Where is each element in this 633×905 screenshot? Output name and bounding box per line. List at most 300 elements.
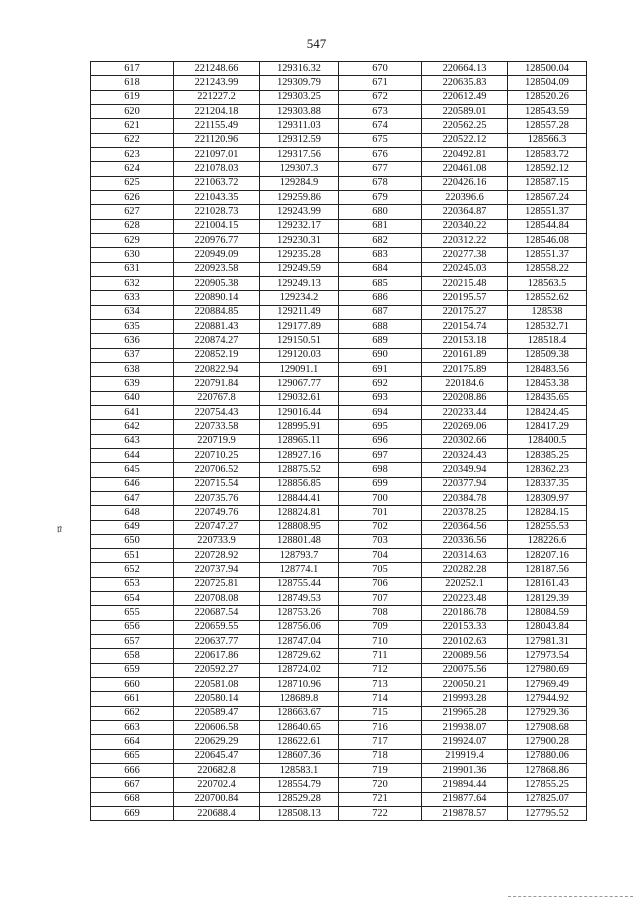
point-number-left: 649 — [91, 520, 174, 534]
point-number-left: 637 — [91, 348, 174, 362]
point-number-left: 654 — [91, 592, 174, 606]
y-coordinate-right: 128417.29 — [508, 420, 587, 434]
x-coordinate-left: 221097.01 — [174, 147, 260, 161]
x-coordinate-right: 220050.21 — [422, 678, 508, 692]
y-coordinate-right: 128504.09 — [508, 76, 587, 90]
y-coordinate-left: 129232.17 — [260, 219, 339, 233]
point-number-left: 619 — [91, 90, 174, 104]
x-coordinate-right: 220154.74 — [422, 319, 508, 333]
y-coordinate-left: 128689.8 — [260, 692, 339, 706]
x-coordinate-left: 220580.14 — [174, 692, 260, 706]
point-number-left: 623 — [91, 147, 174, 161]
point-number-left: 663 — [91, 721, 174, 735]
y-coordinate-right: 128161.43 — [508, 577, 587, 591]
point-number-right: 673 — [339, 104, 422, 118]
x-coordinate-right: 219894.44 — [422, 778, 508, 792]
point-number-right: 671 — [339, 76, 422, 90]
table-row — [91, 649, 587, 663]
table-row — [91, 448, 587, 462]
table-row — [91, 147, 587, 161]
table-row — [91, 663, 587, 677]
table-row — [91, 248, 587, 262]
x-coordinate-left: 220592.27 — [174, 663, 260, 677]
x-coordinate-right: 220223.48 — [422, 592, 508, 606]
y-coordinate-right: 127929.36 — [508, 706, 587, 720]
point-number-right: 710 — [339, 635, 422, 649]
coordinates-table-body — [91, 62, 587, 821]
x-coordinate-right: 220378.25 — [422, 506, 508, 520]
y-coordinate-right: 128558.22 — [508, 262, 587, 276]
y-coordinate-left: 128753.26 — [260, 606, 339, 620]
point-number-right: 715 — [339, 706, 422, 720]
x-coordinate-left: 220682.8 — [174, 764, 260, 778]
x-coordinate-left: 220581.08 — [174, 678, 260, 692]
point-number-left: 621 — [91, 119, 174, 133]
x-coordinate-left: 220629.29 — [174, 735, 260, 749]
y-coordinate-right: 128551.37 — [508, 248, 587, 262]
x-coordinate-left: 220749.76 — [174, 506, 260, 520]
point-number-left: 624 — [91, 162, 174, 176]
point-number-right: 674 — [339, 119, 422, 133]
x-coordinate-right: 220336.56 — [422, 534, 508, 548]
table-row — [91, 592, 587, 606]
point-number-right: 702 — [339, 520, 422, 534]
y-coordinate-right: 128362.23 — [508, 463, 587, 477]
x-coordinate-right: 219919.4 — [422, 749, 508, 763]
x-coordinate-right: 219901.36 — [422, 764, 508, 778]
x-coordinate-right: 220175.27 — [422, 305, 508, 319]
y-coordinate-left: 128663.67 — [260, 706, 339, 720]
point-number-left: 652 — [91, 563, 174, 577]
x-coordinate-left: 220884.85 — [174, 305, 260, 319]
y-coordinate-right: 128566.3 — [508, 133, 587, 147]
x-coordinate-left: 220733.58 — [174, 420, 260, 434]
y-coordinate-right: 128255.53 — [508, 520, 587, 534]
x-coordinate-right: 220461.08 — [422, 162, 508, 176]
point-number-left: 633 — [91, 291, 174, 305]
y-coordinate-left: 128808.95 — [260, 520, 339, 534]
point-number-right: 698 — [339, 463, 422, 477]
y-coordinate-left: 129230.31 — [260, 233, 339, 247]
x-coordinate-left: 220881.43 — [174, 319, 260, 333]
x-coordinate-right: 220324.43 — [422, 448, 508, 462]
point-number-left: 668 — [91, 792, 174, 806]
point-number-right: 718 — [339, 749, 422, 763]
y-coordinate-left: 128755.44 — [260, 577, 339, 591]
point-number-right: 707 — [339, 592, 422, 606]
y-coordinate-right: 128557.28 — [508, 119, 587, 133]
y-coordinate-left: 128824.81 — [260, 506, 339, 520]
x-coordinate-right: 220153.18 — [422, 334, 508, 348]
table-row — [91, 635, 587, 649]
y-coordinate-left: 129259.86 — [260, 190, 339, 204]
y-coordinate-left: 128965.11 — [260, 434, 339, 448]
table-row — [91, 706, 587, 720]
y-coordinate-right: 128284.15 — [508, 506, 587, 520]
point-number-right: 703 — [339, 534, 422, 548]
x-coordinate-left: 220715.54 — [174, 477, 260, 491]
y-coordinate-left: 129307.3 — [260, 162, 339, 176]
x-coordinate-left: 221243.99 — [174, 76, 260, 90]
point-number-right: 675 — [339, 133, 422, 147]
y-coordinate-left: 128710.96 — [260, 678, 339, 692]
y-coordinate-left: 129316.32 — [260, 62, 339, 76]
table-row — [91, 792, 587, 806]
x-coordinate-right: 220269.06 — [422, 420, 508, 434]
x-coordinate-left: 220976.77 — [174, 233, 260, 247]
x-coordinate-right: 220635.83 — [422, 76, 508, 90]
table-row — [91, 104, 587, 118]
y-coordinate-left: 129032.61 — [260, 391, 339, 405]
point-number-right: 684 — [339, 262, 422, 276]
y-coordinate-right: 128567.24 — [508, 190, 587, 204]
y-coordinate-left: 129317.56 — [260, 147, 339, 161]
table-row — [91, 678, 587, 692]
y-coordinate-right: 127981.31 — [508, 635, 587, 649]
point-number-left: 630 — [91, 248, 174, 262]
point-number-left: 643 — [91, 434, 174, 448]
table-row — [91, 133, 587, 147]
y-coordinate-left: 129091.1 — [260, 362, 339, 376]
y-coordinate-right: 128520.26 — [508, 90, 587, 104]
y-coordinate-right: 128084.59 — [508, 606, 587, 620]
y-coordinate-right: 127969.49 — [508, 678, 587, 692]
y-coordinate-right: 128400.5 — [508, 434, 587, 448]
y-coordinate-left: 128724.02 — [260, 663, 339, 677]
y-coordinate-right: 128043.84 — [508, 620, 587, 634]
point-number-left: 620 — [91, 104, 174, 118]
y-coordinate-left: 128747.04 — [260, 635, 339, 649]
x-coordinate-left: 220702.4 — [174, 778, 260, 792]
x-coordinate-right: 220492.81 — [422, 147, 508, 161]
x-coordinate-right: 220664.13 — [422, 62, 508, 76]
table-row — [91, 778, 587, 792]
point-number-right: 716 — [339, 721, 422, 735]
y-coordinate-right: 128309.97 — [508, 491, 587, 505]
y-coordinate-right: 127908.68 — [508, 721, 587, 735]
point-number-right: 681 — [339, 219, 422, 233]
y-coordinate-right: 128583.72 — [508, 147, 587, 161]
y-coordinate-left: 128856.85 — [260, 477, 339, 491]
point-number-right: 711 — [339, 649, 422, 663]
table-row — [91, 563, 587, 577]
x-coordinate-left: 220589.47 — [174, 706, 260, 720]
y-coordinate-left: 129177.89 — [260, 319, 339, 333]
y-coordinate-left: 128640.65 — [260, 721, 339, 735]
point-number-right: 722 — [339, 807, 422, 821]
y-coordinate-right: 128207.16 — [508, 549, 587, 563]
table-row — [91, 219, 587, 233]
y-coordinate-right: 128552.62 — [508, 291, 587, 305]
point-number-right: 695 — [339, 420, 422, 434]
point-number-right: 719 — [339, 764, 422, 778]
point-number-left: 666 — [91, 764, 174, 778]
x-coordinate-left: 220923.58 — [174, 262, 260, 276]
y-coordinate-left: 128529.28 — [260, 792, 339, 806]
point-number-left: 622 — [91, 133, 174, 147]
x-coordinate-left: 221063.72 — [174, 176, 260, 190]
x-coordinate-left: 220767.8 — [174, 391, 260, 405]
x-coordinate-right: 220184.6 — [422, 377, 508, 391]
point-number-left: 629 — [91, 233, 174, 247]
y-coordinate-right: 128587.15 — [508, 176, 587, 190]
table-row — [91, 62, 587, 76]
y-coordinate-right: 128544.84 — [508, 219, 587, 233]
point-number-left: 618 — [91, 76, 174, 90]
y-coordinate-left: 129249.59 — [260, 262, 339, 276]
point-number-right: 713 — [339, 678, 422, 692]
point-number-left: 639 — [91, 377, 174, 391]
point-number-left: 662 — [91, 706, 174, 720]
table-row — [91, 420, 587, 434]
point-number-right: 676 — [339, 147, 422, 161]
point-number-left: 650 — [91, 534, 174, 548]
x-coordinate-right: 219965.28 — [422, 706, 508, 720]
x-coordinate-left: 221043.35 — [174, 190, 260, 204]
point-number-left: 638 — [91, 362, 174, 376]
point-number-right: 696 — [339, 434, 422, 448]
y-coordinate-left: 129249.13 — [260, 276, 339, 290]
point-number-right: 688 — [339, 319, 422, 333]
y-coordinate-right: 127795.52 — [508, 807, 587, 821]
y-coordinate-right: 128546.08 — [508, 233, 587, 247]
x-coordinate-left: 220905.38 — [174, 276, 260, 290]
y-coordinate-left: 128844.41 — [260, 491, 339, 505]
y-coordinate-right: 128385.25 — [508, 448, 587, 462]
point-number-left: 647 — [91, 491, 174, 505]
point-number-left: 644 — [91, 448, 174, 462]
table-row — [91, 463, 587, 477]
y-coordinate-right: 128509.38 — [508, 348, 587, 362]
coordinates-table — [90, 61, 587, 821]
x-coordinate-right: 220314.63 — [422, 549, 508, 563]
point-number-left: 669 — [91, 807, 174, 821]
x-coordinate-right: 219878.57 — [422, 807, 508, 821]
x-coordinate-right: 220282.28 — [422, 563, 508, 577]
x-coordinate-left: 220754.43 — [174, 405, 260, 419]
y-coordinate-right: 128435.65 — [508, 391, 587, 405]
table-row — [91, 362, 587, 376]
y-coordinate-left: 129016.44 — [260, 405, 339, 419]
table-row — [91, 534, 587, 548]
y-coordinate-left: 129067.77 — [260, 377, 339, 391]
x-coordinate-left: 221248.66 — [174, 62, 260, 76]
y-coordinate-right: 127880.06 — [508, 749, 587, 763]
table-row — [91, 577, 587, 591]
table-row — [91, 735, 587, 749]
y-coordinate-right: 127944.92 — [508, 692, 587, 706]
point-number-left: 659 — [91, 663, 174, 677]
point-number-right: 682 — [339, 233, 422, 247]
point-number-right: 714 — [339, 692, 422, 706]
point-number-left: 651 — [91, 549, 174, 563]
point-number-left: 645 — [91, 463, 174, 477]
x-coordinate-right: 220349.94 — [422, 463, 508, 477]
y-coordinate-right: 127855.25 — [508, 778, 587, 792]
point-number-right: 691 — [339, 362, 422, 376]
x-coordinate-right: 220186.78 — [422, 606, 508, 620]
x-coordinate-right: 220396.6 — [422, 190, 508, 204]
y-coordinate-right: 127973.54 — [508, 649, 587, 663]
point-number-right: 670 — [339, 62, 422, 76]
point-number-left: 648 — [91, 506, 174, 520]
y-coordinate-right: 128532.71 — [508, 319, 587, 333]
point-number-left: 631 — [91, 262, 174, 276]
x-coordinate-left: 221120.96 — [174, 133, 260, 147]
x-coordinate-right: 220364.87 — [422, 205, 508, 219]
table-row — [91, 491, 587, 505]
x-coordinate-left: 220700.84 — [174, 792, 260, 806]
table-row — [91, 76, 587, 90]
table-row — [91, 405, 587, 419]
x-coordinate-left: 220737.94 — [174, 563, 260, 577]
y-coordinate-left: 129235.28 — [260, 248, 339, 262]
y-coordinate-right: 128518.4 — [508, 334, 587, 348]
x-coordinate-right: 220364.56 — [422, 520, 508, 534]
table-row — [91, 749, 587, 763]
y-coordinate-left: 129309.79 — [260, 76, 339, 90]
x-coordinate-right: 219938.07 — [422, 721, 508, 735]
point-number-left: 640 — [91, 391, 174, 405]
y-coordinate-right: 128187.56 — [508, 563, 587, 577]
x-coordinate-right: 220277.38 — [422, 248, 508, 262]
point-number-left: 658 — [91, 649, 174, 663]
point-number-left: 617 — [91, 62, 174, 76]
point-number-right: 720 — [339, 778, 422, 792]
point-number-left: 634 — [91, 305, 174, 319]
x-coordinate-left: 220659.55 — [174, 620, 260, 634]
y-coordinate-left: 128774.1 — [260, 563, 339, 577]
margin-mark: ﾛ — [57, 525, 62, 536]
point-number-right: 700 — [339, 491, 422, 505]
y-coordinate-right: 127980.69 — [508, 663, 587, 677]
x-coordinate-right: 220161.89 — [422, 348, 508, 362]
x-coordinate-left: 220725.81 — [174, 577, 260, 591]
y-coordinate-left: 128729.62 — [260, 649, 339, 663]
y-coordinate-left: 129312.59 — [260, 133, 339, 147]
table-row — [91, 434, 587, 448]
table-row — [91, 807, 587, 821]
point-number-left: 655 — [91, 606, 174, 620]
point-number-right: 677 — [339, 162, 422, 176]
x-coordinate-right: 220312.22 — [422, 233, 508, 247]
point-number-right: 706 — [339, 577, 422, 591]
x-coordinate-left: 221004.15 — [174, 219, 260, 233]
point-number-left: 660 — [91, 678, 174, 692]
point-number-right: 687 — [339, 305, 422, 319]
table-row — [91, 391, 587, 405]
y-coordinate-left: 129243.99 — [260, 205, 339, 219]
point-number-right: 708 — [339, 606, 422, 620]
x-coordinate-right: 219924.07 — [422, 735, 508, 749]
table-row — [91, 520, 587, 534]
point-number-left: 646 — [91, 477, 174, 491]
y-coordinate-left: 129303.88 — [260, 104, 339, 118]
x-coordinate-left: 220719.9 — [174, 434, 260, 448]
point-number-left: 641 — [91, 405, 174, 419]
y-coordinate-left: 128995.91 — [260, 420, 339, 434]
table-row — [91, 305, 587, 319]
x-coordinate-left: 220728.92 — [174, 549, 260, 563]
point-number-right: 689 — [339, 334, 422, 348]
x-coordinate-right: 220302.66 — [422, 434, 508, 448]
y-coordinate-right: 128592.12 — [508, 162, 587, 176]
point-number-left: 635 — [91, 319, 174, 333]
point-number-right: 705 — [339, 563, 422, 577]
y-coordinate-right: 128563.5 — [508, 276, 587, 290]
table-row — [91, 119, 587, 133]
point-number-right: 701 — [339, 506, 422, 520]
x-coordinate-right: 220153.33 — [422, 620, 508, 634]
point-number-right: 699 — [339, 477, 422, 491]
table-row — [91, 606, 587, 620]
x-coordinate-right: 220589.01 — [422, 104, 508, 118]
x-coordinate-left: 221155.49 — [174, 119, 260, 133]
y-coordinate-right: 128483.56 — [508, 362, 587, 376]
point-number-right: 679 — [339, 190, 422, 204]
x-coordinate-right: 219877.64 — [422, 792, 508, 806]
y-coordinate-left: 129211.49 — [260, 305, 339, 319]
x-coordinate-left: 220852.19 — [174, 348, 260, 362]
x-coordinate-left: 220949.09 — [174, 248, 260, 262]
point-number-left: 664 — [91, 735, 174, 749]
table-row — [91, 233, 587, 247]
point-number-right: 686 — [339, 291, 422, 305]
y-coordinate-right: 127900.28 — [508, 735, 587, 749]
x-coordinate-right: 220562.25 — [422, 119, 508, 133]
point-number-left: 653 — [91, 577, 174, 591]
y-coordinate-right: 127825.07 — [508, 792, 587, 806]
point-number-left: 656 — [91, 620, 174, 634]
x-coordinate-right: 220426.16 — [422, 176, 508, 190]
x-coordinate-left: 220617.86 — [174, 649, 260, 663]
x-coordinate-left: 220637.77 — [174, 635, 260, 649]
table-row — [91, 176, 587, 190]
x-coordinate-right: 220215.48 — [422, 276, 508, 290]
x-coordinate-right: 220384.78 — [422, 491, 508, 505]
x-coordinate-right: 219993.28 — [422, 692, 508, 706]
y-coordinate-left: 128607.36 — [260, 749, 339, 763]
table-row — [91, 334, 587, 348]
table-row — [91, 319, 587, 333]
table-row — [91, 620, 587, 634]
x-coordinate-left: 221204.18 — [174, 104, 260, 118]
x-coordinate-right: 220102.63 — [422, 635, 508, 649]
x-coordinate-right: 220612.49 — [422, 90, 508, 104]
point-number-right: 678 — [339, 176, 422, 190]
point-number-left: 625 — [91, 176, 174, 190]
point-number-left: 626 — [91, 190, 174, 204]
point-number-right: 672 — [339, 90, 422, 104]
y-coordinate-left: 128622.61 — [260, 735, 339, 749]
point-number-right: 680 — [339, 205, 422, 219]
y-coordinate-left: 129150.51 — [260, 334, 339, 348]
y-coordinate-right: 128424.45 — [508, 405, 587, 419]
table-row — [91, 90, 587, 104]
y-coordinate-left: 128793.7 — [260, 549, 339, 563]
x-coordinate-left: 220706.52 — [174, 463, 260, 477]
x-coordinate-right: 220195.57 — [422, 291, 508, 305]
y-coordinate-left: 128508.13 — [260, 807, 339, 821]
page-number: 547 — [306, 36, 327, 51]
table-row — [91, 549, 587, 563]
point-number-right: 694 — [339, 405, 422, 419]
y-coordinate-left: 128554.79 — [260, 778, 339, 792]
point-number-right: 693 — [339, 391, 422, 405]
y-coordinate-left: 128801.48 — [260, 534, 339, 548]
y-coordinate-left: 129284.9 — [260, 176, 339, 190]
x-coordinate-right: 220208.86 — [422, 391, 508, 405]
